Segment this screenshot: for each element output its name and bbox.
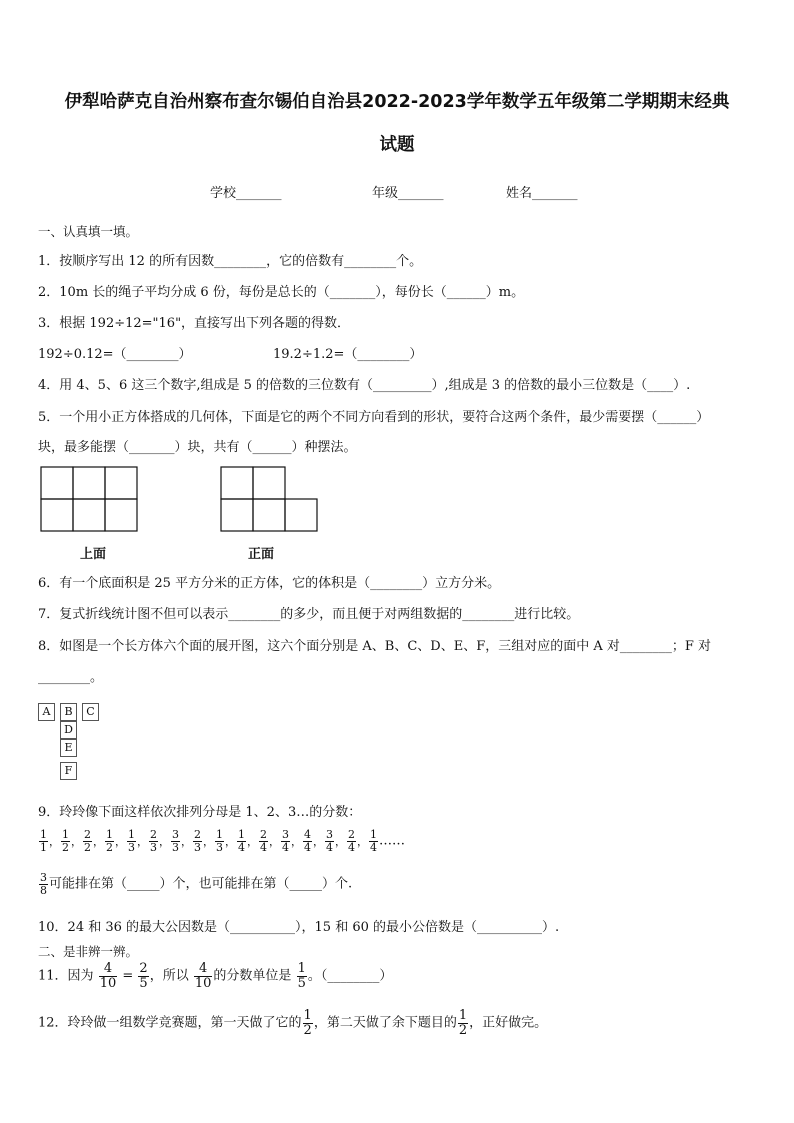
net-face-e: E <box>60 739 77 757</box>
sequence-fraction: $\frac{1}{4}$ <box>238 828 245 854</box>
question-11-mid: ，所以 <box>149 968 189 984</box>
sequence-fraction: $\frac{2}{4}$ <box>348 828 355 854</box>
sequence-fraction: $\frac{3}{4}$ <box>326 828 333 854</box>
question-2: 2．10m 长的绳子平均分成 6 份，每份是总长的（_______），每份长（______）m。 <box>38 285 525 300</box>
sequence-comma: ， <box>181 834 192 848</box>
sequence-ellipsis: …… <box>379 833 405 849</box>
question-7: 7．复式折线统计图不但可以表示________的多少，而且便于对两组数据的________进行比较。 <box>38 607 580 622</box>
question-9-part-b <box>38 872 352 896</box>
sequence-fraction: $\frac{1}{2}$ <box>106 828 113 854</box>
question-12-mid: ，第二天做了余下题目的 <box>313 1015 457 1031</box>
top-view-caption: 上面 <box>80 547 107 562</box>
title-line-1: 伊犁哈萨克自治州察布查尔锡伯自治县2022-2023学年数学五年级第二学期期末经典 <box>64 92 730 112</box>
sequence-fraction: $\frac{2}{3}$ <box>194 828 201 854</box>
sequence-fraction: $\frac{2}{4}$ <box>260 828 267 854</box>
question-6: 6．有一个底面积是 25 平方分米的正方体，它的体积是（________）立方分米。 <box>38 576 501 591</box>
question-5-line-1: 5．一个用小正方体搭成的几何体，下面是它的两个不同方向看到的形状，要符合这两个条件，最少需要摆（______） <box>38 410 710 425</box>
net-face-b: B <box>60 703 77 721</box>
sequence-fraction: $\frac{1}{2}$ <box>62 828 69 854</box>
top-view-grid <box>40 466 140 534</box>
question-11-suffix: 。（________） <box>307 968 393 984</box>
front-view-caption: 正面 <box>248 547 275 562</box>
section-2-heading: 二、是非辨一辨。 <box>38 944 139 959</box>
fraction-sequence-items <box>38 828 379 854</box>
fraction-4-10-b: $\frac{4}{10}$ <box>194 961 212 991</box>
title-line-2: 试题 <box>379 135 415 155</box>
question-9-part-b-text: 可能排在第（_____）个，也可能排在第（_____）个. <box>49 876 353 892</box>
sequence-comma: ， <box>357 834 368 848</box>
question-4: 4．用 4、5、6 这三个数字,组成是 5 的倍数的三位数有（_________）,组成是 3 的倍数的最小三位数是（____）. <box>38 378 691 393</box>
sequence-comma: ， <box>71 834 82 848</box>
sequence-comma: ， <box>269 834 280 848</box>
question-10: 10．24 和 36 的最大公因数是（__________），15 和 60 的最小公倍数是（__________）. <box>38 920 560 935</box>
sequence-comma: ， <box>335 834 346 848</box>
question-9: 9．玲玲像下面这样依次排列分母是 1、2、3…的分数： <box>38 805 362 820</box>
net-face-d: D <box>60 721 77 739</box>
fraction-1-2-b: $\frac{1}{2}$ <box>458 1008 468 1038</box>
question-3: 3．根据 192÷12="16"，直接写出下列各题的得数． <box>38 316 351 331</box>
question-3-part-a: 192÷0.12=（________） <box>38 347 192 362</box>
question-3-part-b: 19.2÷1.2=（________） <box>273 347 423 362</box>
grade-field: 年级_______ <box>372 186 444 201</box>
school-field: 学校_______ <box>210 186 282 201</box>
question-12-prefix: 12．玲玲做一组数学竞赛题，第一天做了它的 <box>38 1015 302 1031</box>
fraction-sequence <box>38 829 405 853</box>
question-11-prefix: 11．因为 <box>38 968 94 984</box>
equals-sign: = <box>122 968 134 984</box>
fraction-4-10: $\frac{4}{10}$ <box>99 961 117 991</box>
question-5-line-2: 块，最多能摆（_______）块，共有（______）种摆法。 <box>38 440 357 455</box>
fraction-1-5: $\frac{1}{5}$ <box>297 961 306 991</box>
question-8-line-2: ________。 <box>38 670 104 685</box>
sequence-fraction: $\frac{2}{3}$ <box>150 828 157 854</box>
sequence-comma: ， <box>291 834 302 848</box>
sequence-fraction: $\frac{3}{4}$ <box>282 828 289 854</box>
sequence-comma: ， <box>49 834 60 848</box>
fraction-2-5: $\frac{2}{5}$ <box>139 961 148 991</box>
question-12 <box>38 1009 547 1037</box>
question-1: 1．按顺序写出 12 的所有因数________，它的倍数有________个。 <box>38 254 423 269</box>
sequence-fraction: $\frac{1}{3}$ <box>216 828 223 854</box>
sequence-fraction: $\frac{1}{3}$ <box>128 828 135 854</box>
sequence-fraction: $\frac{1}{4}$ <box>370 828 377 854</box>
front-view-grid <box>220 466 320 534</box>
section-1-heading: 一、认真填一填。 <box>38 224 139 239</box>
sequence-comma: ， <box>313 834 324 848</box>
sequence-fraction: $\frac{2}{2}$ <box>84 828 91 854</box>
question-11 <box>38 962 392 990</box>
sequence-comma: ， <box>203 834 214 848</box>
fraction-3-8: $\frac{3}{8}$ <box>40 871 47 897</box>
question-8-line-1: 8．如图是一个长方体六个面的展开图，这六个面分别是 A、B、C、D、E、F，三组对应的面中 A 对________；F 对 <box>38 639 712 654</box>
net-face-f: F <box>60 762 77 780</box>
name-field: 姓名_______ <box>506 186 578 201</box>
fraction-1-2: $\frac{1}{2}$ <box>303 1008 312 1038</box>
sequence-comma: ， <box>247 834 258 848</box>
question-11-mid-2: 的分数单位是 <box>213 968 292 984</box>
sequence-fraction: $\frac{1}{1}$ <box>40 828 47 854</box>
sequence-fraction: $\frac{3}{3}$ <box>172 828 179 854</box>
net-face-c: C <box>82 703 99 721</box>
sequence-comma: ， <box>225 834 236 848</box>
sequence-comma: ， <box>159 834 170 848</box>
sequence-comma: ， <box>137 834 148 848</box>
net-face-a: A <box>38 703 55 721</box>
sequence-comma: ， <box>115 834 126 848</box>
sequence-comma: ， <box>93 834 104 848</box>
sequence-fraction: $\frac{4}{4}$ <box>304 828 311 854</box>
question-12-suffix: ，正好做完。 <box>469 1015 548 1031</box>
